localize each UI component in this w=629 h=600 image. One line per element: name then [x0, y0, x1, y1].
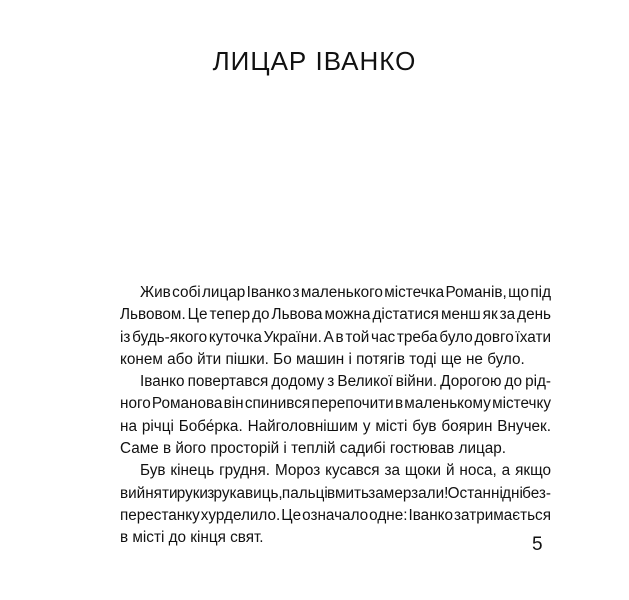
text-line: із будь-якого куточка України. А в той час треба було довго їхати — [120, 328, 551, 346]
paragraph-2 — [120, 371, 551, 460]
text-line: ного Романова він спинився перепочити в маленькому містечку — [120, 395, 551, 413]
chapter-title: ЛИЦАР ІВАНКО — [212, 46, 417, 76]
text-line: на річці Бобе́рка. Найголовнішим у місті був боярин Внучек. — [120, 417, 551, 435]
chapter-body — [120, 282, 551, 550]
text-line: вийняти руки з рукавиць, пальці вмить замерзали! Останні дні без- — [120, 484, 551, 502]
text-line: Був кінець грудня. Мороз кусався за щоки й носа, а якщо — [140, 462, 551, 480]
text-line: Львовом. Це тепер до Львова можна дістатися менш як за день — [120, 306, 551, 324]
text-line: Жив собі лицар Іванко з маленького містечка Романів, що під — [140, 284, 551, 301]
text-line: Саме в його просторій і теплій садибі гостював лицар. — [120, 440, 507, 458]
page-number: 5 — [532, 534, 543, 555]
text-line: перестанку хурделило. Це означало одне: Іванко затримається — [120, 506, 551, 524]
text-line: в місті до кінця свят. — [120, 529, 264, 547]
text-line: конем або йти пішки. Бо машин і потягів тоді ще не було. — [120, 350, 525, 368]
paragraph-3 — [120, 460, 551, 549]
text-line: Іванко повертався додому з Великої війни. Дорогою до рід- — [140, 373, 551, 391]
paragraph-1 — [120, 282, 551, 371]
